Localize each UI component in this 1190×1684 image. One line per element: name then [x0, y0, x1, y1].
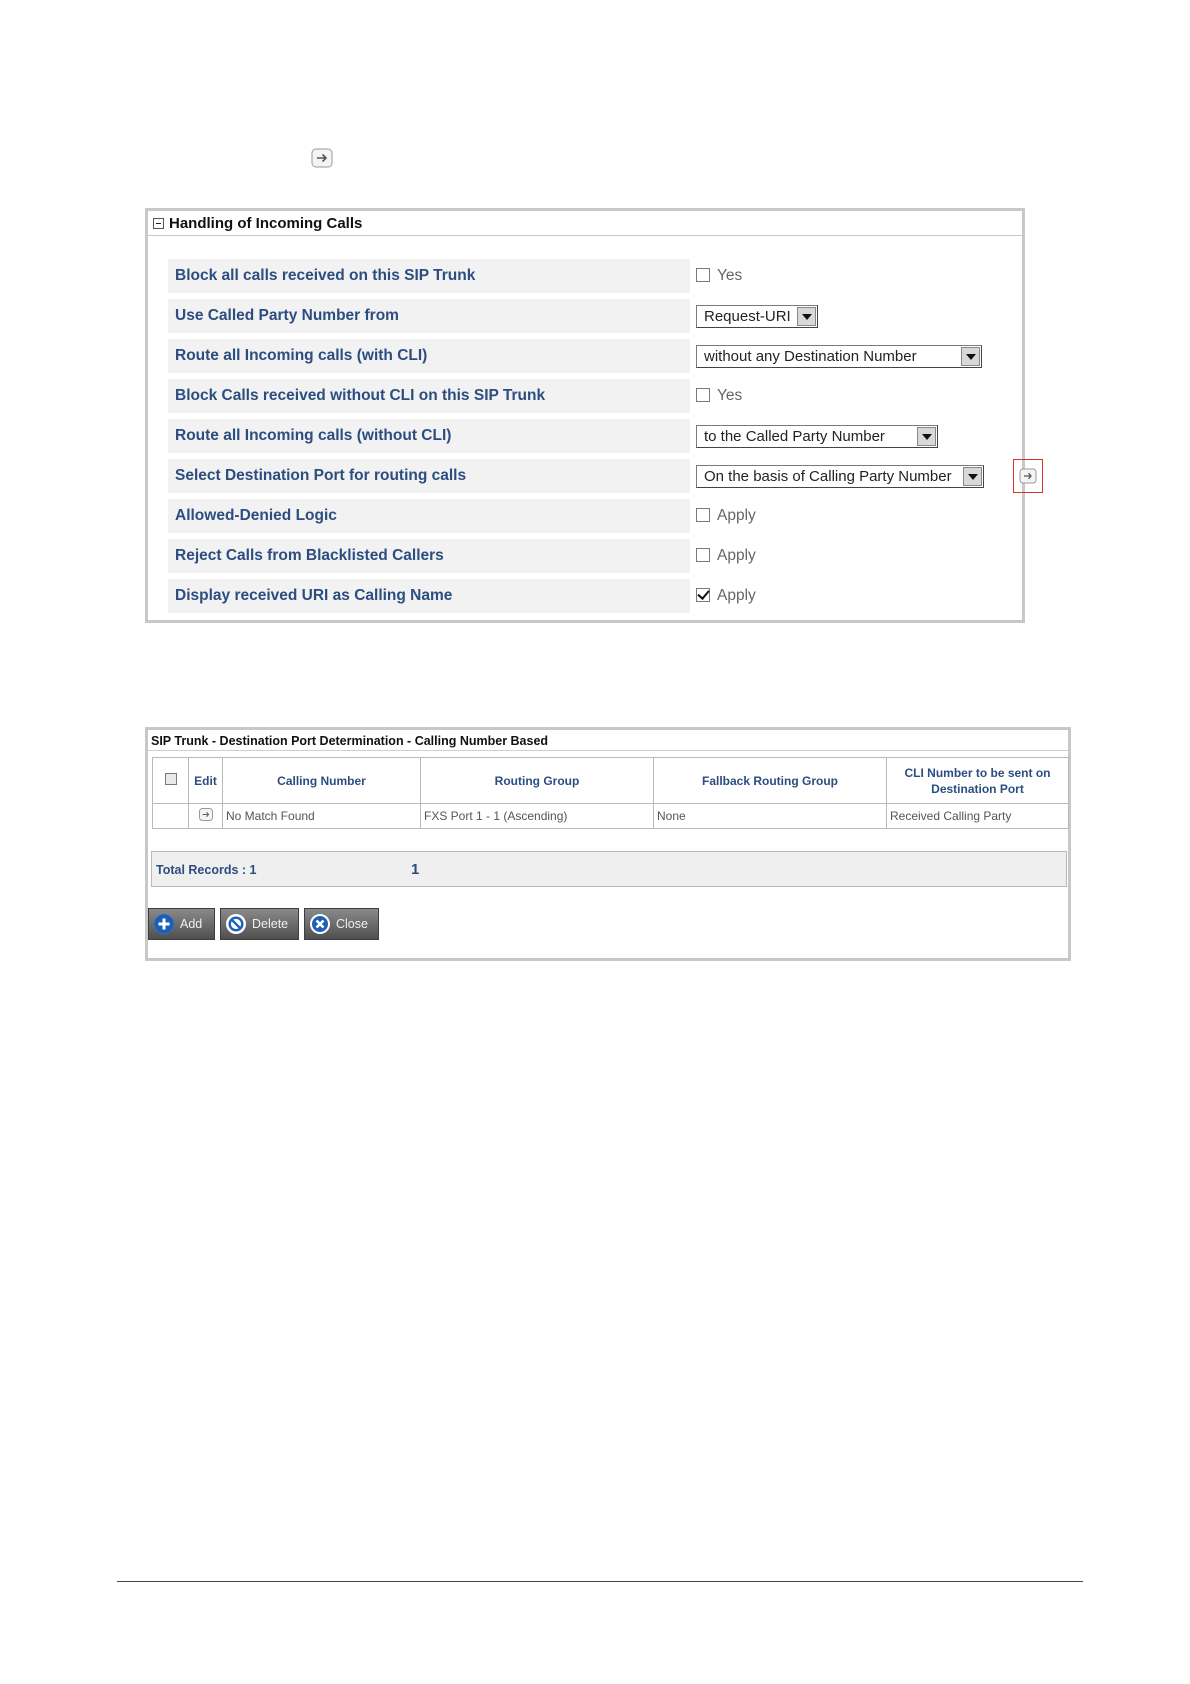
column-header[interactable]: Calling Number [223, 758, 421, 804]
checkbox-text: Apply [717, 547, 756, 564]
total-records: Total Records : 1 [156, 863, 257, 877]
row-route-with-cli [168, 339, 1018, 373]
column-header[interactable]: Fallback Routing Group [654, 758, 887, 804]
column-header[interactable]: Routing Group [421, 758, 654, 804]
select-value: to the Called Party Number [704, 427, 885, 445]
plus-icon [154, 914, 174, 934]
row-label: Use Called Party Number from [168, 299, 690, 333]
fallback-routing-group-cell: None [654, 804, 887, 829]
checkbox-text: Apply [717, 507, 756, 524]
select-all-header [153, 758, 189, 804]
select-value: without any Destination Number [704, 347, 917, 365]
row-allowed-denied [168, 499, 1018, 533]
row-display-uri [168, 579, 1018, 613]
row-label: Select Destination Port for routing calls [168, 459, 690, 493]
add-button[interactable] [148, 908, 215, 940]
goto-arrow-icon [311, 148, 333, 168]
row-block-all-calls [168, 259, 1018, 293]
no-entry-icon [226, 914, 246, 934]
collapse-icon[interactable] [153, 218, 164, 229]
page-number[interactable]: 1 [411, 861, 420, 878]
delete-button[interactable] [220, 908, 299, 940]
close-button[interactable] [304, 908, 379, 940]
display-uri-checkbox[interactable] [696, 588, 710, 602]
row-label: Reject Calls from Blacklisted Callers [168, 539, 690, 573]
footer-rule [117, 1581, 1083, 1582]
row-reject-blacklisted [168, 539, 1018, 573]
destination-port-panel [145, 727, 1071, 961]
row-label: Route all Incoming calls (without CLI) [168, 419, 690, 453]
checkbox-text: Apply [717, 587, 756, 604]
route-without-cli-select[interactable] [696, 425, 938, 448]
calling-number-cell: No Match Found [223, 804, 421, 829]
checkbox-text: Yes [717, 267, 743, 284]
column-header: Edit [189, 758, 223, 804]
row-label: Allowed-Denied Logic [168, 499, 690, 533]
incoming-calls-panel [145, 208, 1025, 623]
select-all-checkbox[interactable] [165, 773, 177, 785]
row-block-without-cli [168, 379, 1018, 413]
incoming-calls-header[interactable] [148, 211, 1022, 236]
column-header[interactable]: CLI Number to be sent on Destination Port [887, 758, 1069, 804]
destination-port-goto-button[interactable] [1013, 459, 1043, 493]
checkbox-text: Yes [717, 387, 743, 404]
close-label: Close [336, 917, 368, 931]
close-icon [310, 914, 330, 934]
called-party-number-select[interactable] [696, 305, 818, 328]
select-value: On the basis of Calling Party Number [704, 467, 952, 485]
row-label: Block all calls received on this SIP Trunk [168, 259, 690, 293]
destination-port-select[interactable] [696, 465, 984, 488]
row-label: Block Calls received without CLI on this SIP Trunk [168, 379, 690, 413]
goto-arrow-icon [1019, 468, 1037, 484]
destination-port-table [152, 757, 1069, 829]
row-called-party-number [168, 299, 1018, 333]
edit-cell [189, 804, 223, 829]
cli-number-cell: Received Calling Party [887, 804, 1069, 829]
allowed-denied-checkbox[interactable] [696, 508, 710, 522]
chevron-down-icon[interactable] [917, 427, 936, 446]
chevron-down-icon[interactable] [961, 347, 980, 366]
incoming-calls-title: Handling of Incoming Calls [169, 214, 363, 232]
chevron-down-icon[interactable] [797, 307, 816, 326]
block-without-cli-checkbox[interactable] [696, 388, 710, 402]
table-row [153, 804, 1069, 829]
destination-port-title: SIP Trunk - Destination Port Determination - Calling Number Based [151, 734, 549, 748]
row-select-cell [153, 804, 189, 829]
edit-goto-icon[interactable] [199, 808, 213, 821]
block-all-calls-checkbox[interactable] [696, 268, 710, 282]
select-value: Request-URI [704, 307, 791, 325]
row-label: Display received URI as Calling Name [168, 579, 690, 613]
pagination-bar [151, 851, 1067, 887]
delete-label: Delete [252, 917, 289, 931]
routing-group-cell: FXS Port 1 - 1 (Ascending) [421, 804, 654, 829]
add-label: Add [180, 917, 203, 931]
chevron-down-icon[interactable] [963, 467, 982, 486]
table-header-row [153, 758, 1069, 804]
row-label: Route all Incoming calls (with CLI) [168, 339, 690, 373]
row-route-without-cli [168, 419, 1018, 453]
reject-blacklisted-checkbox[interactable] [696, 548, 710, 562]
route-with-cli-select[interactable] [696, 345, 982, 368]
row-destination-port [168, 459, 1018, 493]
